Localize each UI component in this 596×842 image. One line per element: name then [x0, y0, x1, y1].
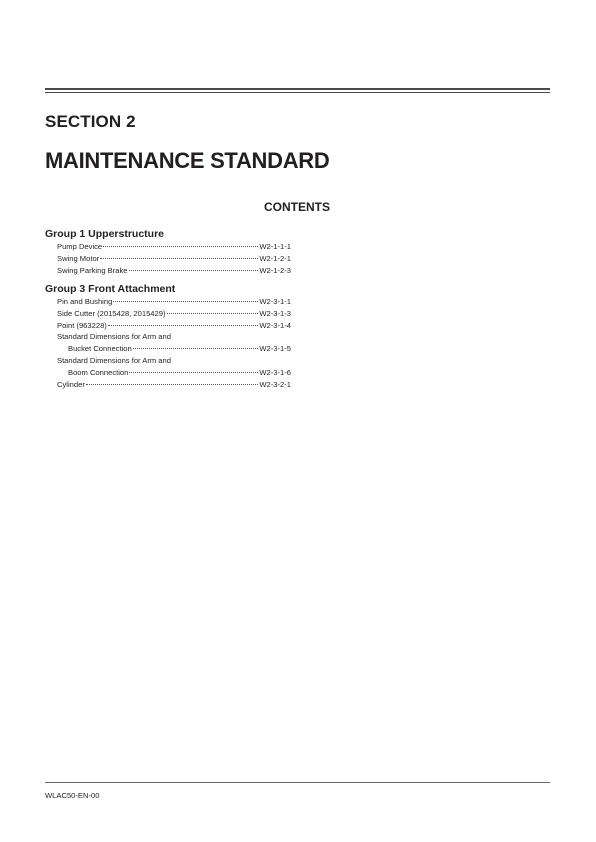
toc-entry-title: Point (963228)	[57, 320, 107, 330]
toc-entry-title: Boom Connection	[68, 367, 129, 377]
toc-entry[interactable]	[57, 241, 291, 253]
header-rule-thick	[45, 88, 550, 90]
toc-entry-title: Cylinder	[57, 379, 85, 389]
toc-page-ref: W2-3-2-1	[259, 379, 291, 389]
header-rule-thin	[45, 92, 550, 93]
toc-entry[interactable]	[57, 343, 291, 355]
toc-group-1	[45, 227, 305, 276]
toc-entry[interactable]	[57, 379, 291, 391]
toc-page-ref: W2-1-2-1	[259, 253, 291, 263]
dot-leader	[108, 325, 259, 326]
toc-page-ref: W2-3-1-3	[259, 308, 291, 318]
toc-entry-title: Bucket Connection	[68, 344, 132, 354]
toc-entry-title-line1: Standard Dimensions for Arm and	[57, 332, 171, 342]
toc-entry[interactable]	[57, 265, 291, 277]
toc-page-ref: W2-3-1-5	[259, 344, 291, 354]
toc-page-ref: W2-3-1-4	[259, 320, 291, 330]
toc-entry[interactable]	[57, 253, 291, 265]
toc-page-ref: W2-3-1-1	[259, 297, 291, 306]
dot-leader	[133, 348, 259, 349]
toc-entry-title: Swing Parking Brake	[57, 265, 128, 275]
toc-entry[interactable]	[57, 320, 291, 332]
toc-entry-title: Pump Device	[57, 242, 103, 251]
dot-leader	[129, 372, 258, 373]
group-heading: Group 1 Upperstructure	[45, 228, 165, 240]
toc-entry[interactable]	[57, 296, 291, 308]
toc-entry-title: Pin and Bushing	[57, 297, 113, 306]
dot-leader	[100, 258, 258, 259]
toc-page-ref: W2-3-1-6	[259, 367, 291, 377]
toc-entry[interactable]	[57, 308, 291, 320]
contents-heading: CONTENTS	[264, 200, 330, 214]
footer-rule	[45, 782, 550, 783]
toc-group-3	[45, 282, 305, 390]
dot-leader	[129, 270, 259, 271]
toc-entry-title: Side Cutter (2015428, 2015429)	[57, 308, 166, 318]
dot-leader	[113, 301, 258, 302]
dot-leader	[103, 246, 258, 247]
dot-leader	[167, 313, 259, 314]
group-heading: Group 3 Front Attachment	[45, 283, 176, 295]
section-label: SECTION 2	[45, 112, 136, 131]
footer-doc-code: WLAC50-EN-00	[45, 791, 100, 800]
toc-entry-title: Swing Motor	[57, 253, 100, 263]
dot-leader	[86, 384, 258, 385]
toc-page-ref: W2-1-2-3	[259, 265, 291, 275]
toc-entry[interactable]	[57, 367, 291, 379]
toc-page-ref: W2-1-1-1	[259, 242, 291, 251]
section-title: MAINTENANCE STANDARD	[45, 148, 330, 173]
toc-entry-title-line1: Standard Dimensions for Arm and	[57, 355, 171, 365]
